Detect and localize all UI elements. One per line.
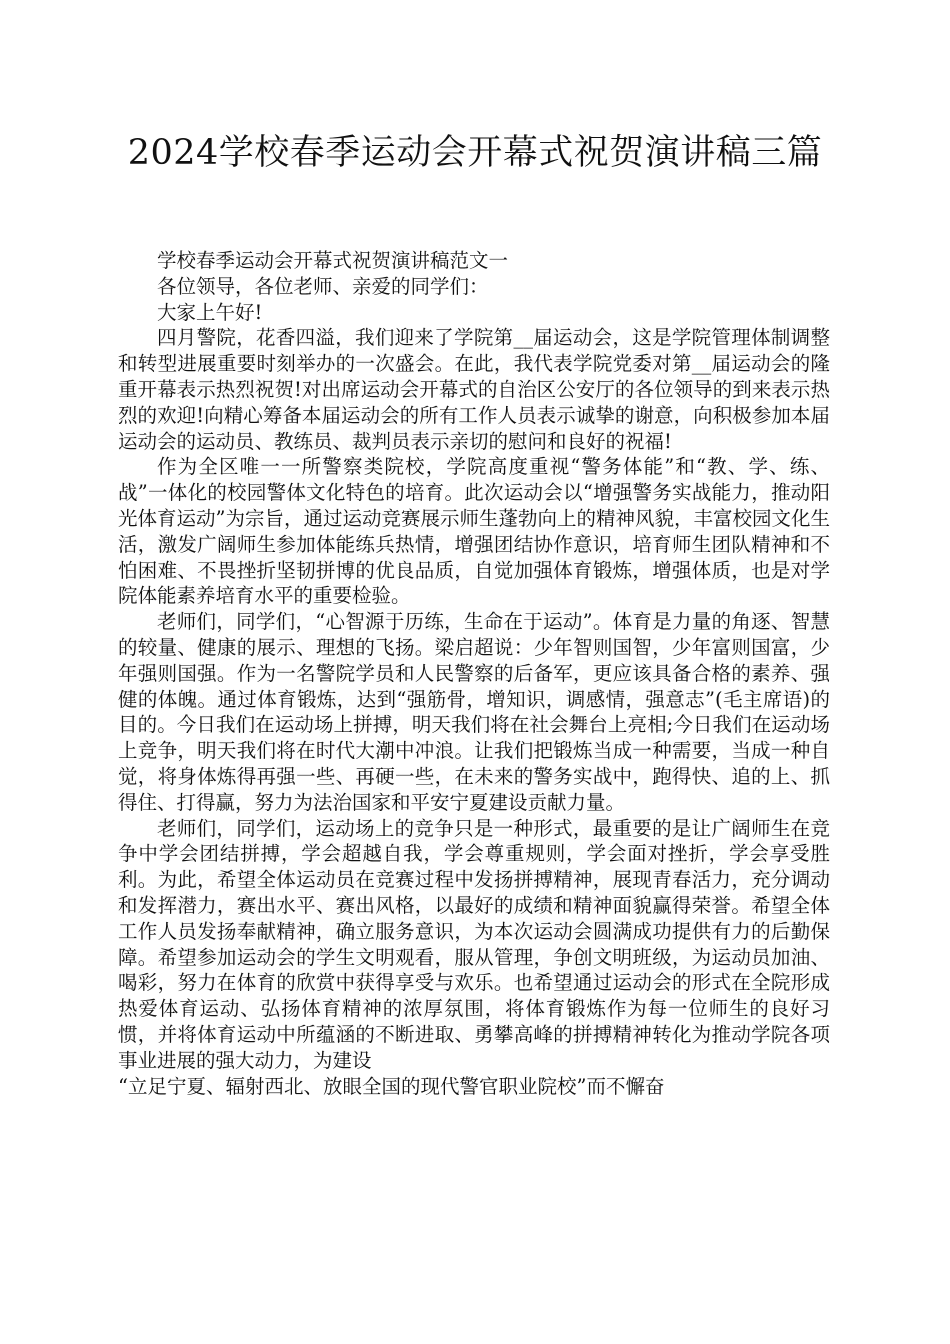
- document-title: 2024学校春季运动会开幕式祝贺演讲稿三篇: [127, 133, 823, 173]
- section-heading: 学校春季运动会开幕式祝贺演讲稿范文一: [157, 249, 509, 272]
- salutation: 各位领导，各位老师、亲爱的同学们：: [157, 274, 489, 298]
- paragraph: 作为全区唯一一所警察类院校，学院高度重视“警务体能”和“教、学、练、战”一体化的校园警体文化特色的培育。此次运动会以“增强警务实战能力，推动阳光体育运动”为宗旨，通过运动竞赛展示师生蓬勃向上的精神风貌，丰富校园文化生活，激发广阔师生参加体能练兵热情，增强团结协作意识，培育师生团队精神和不怕困难、不畏挫折坚韧拼博的优良品质，自觉加强体育锻炼，增强体质，也是对学院体能素养培育水平的重要检验。: [118, 455, 830, 608]
- document-body: [118, 248, 830, 1099]
- greeting: 大家上午好!: [157, 300, 263, 324]
- paragraph-continued: “立足宁夏、辐射西北、放眼全国的现代警官职业院校”而不懈奋: [118, 1074, 665, 1098]
- paragraph: 老师们，同学们，“心智源于历练，生命在于运动”。体育是力量的角逐、智慧的较量、健康的展示、理想的飞扬。梁启超说：少年智则国智，少年富则国富，少年强则国强。作为一名警院学员和人民警察的后备军，更应该具备合格的素养、强健的体魄。通过体育锻炼，达到“强筋骨，增知识，调感情，强意志”(毛主席语)的目的。今日我们在运动场上拼搏，明天我们将在社会舞台上亮相;今日我们在运动场上竞争，明天我们将在时代大潮中冲浪。让我们把锻炼当成一种需要，当成一种自觉，将身体炼得再强一些、再硬一些，在未来的警务实战中，跑得快、追的上、抓得住、打得赢，努力为法治国家和平安宁夏建设贡献力量。: [118, 610, 830, 814]
- paragraph: 四月警院，花香四溢，我们迎来了学院第__届运动会，这是学院管理体制调整和转型进展重要时刻举办的一次盛会。在此，我代表学院党委对第__届运动会的隆重开幕表示热烈祝贺!对出席运动会开幕式的自治区公安厅的各位领导的到来表示热烈的欢迎!向精心筹备本届运动会的所有工作人员表示诚挚的谢意，向积极参加本届运动会的运动员、教练员、裁判员表示亲切的慰问和良好的祝福!: [118, 326, 830, 453]
- paragraph: 老师们，同学们，运动场上的竞争只是一种形式，最重要的是让广阔师生在竞争中学会团结拼搏，学会超越自我，学会尊重规则，学会面对挫折，学会享受胜利。为此，希望全体运动员在竞赛过程中发扬拼搏精神，展现青春活力，充分调动和发挥潜力，赛出水平、赛出风格，以最好的成绩和精神面貌赢得荣誉。希望全体工作人员发扬奉献精神，确立服务意识，为本次运动会圆满成功提供有力的后勤保障。希望参加运动会的学生文明观看，服从管理，争创文明班级，为运动员加油、喝彩，努力在体育的欣赏中获得享受与欢乐。也希望通过运动会的形式在全院形成热爱体育运动、弘扬体育精神的浓厚氛围，将体育锻炼作为每一位师生的良好习惯，并将体育运动中所蕴涵的不断进取、勇攀高峰的拼搏精神转化为推动学院各项事业进展的强大动力，为建设: [118, 816, 830, 1072]
